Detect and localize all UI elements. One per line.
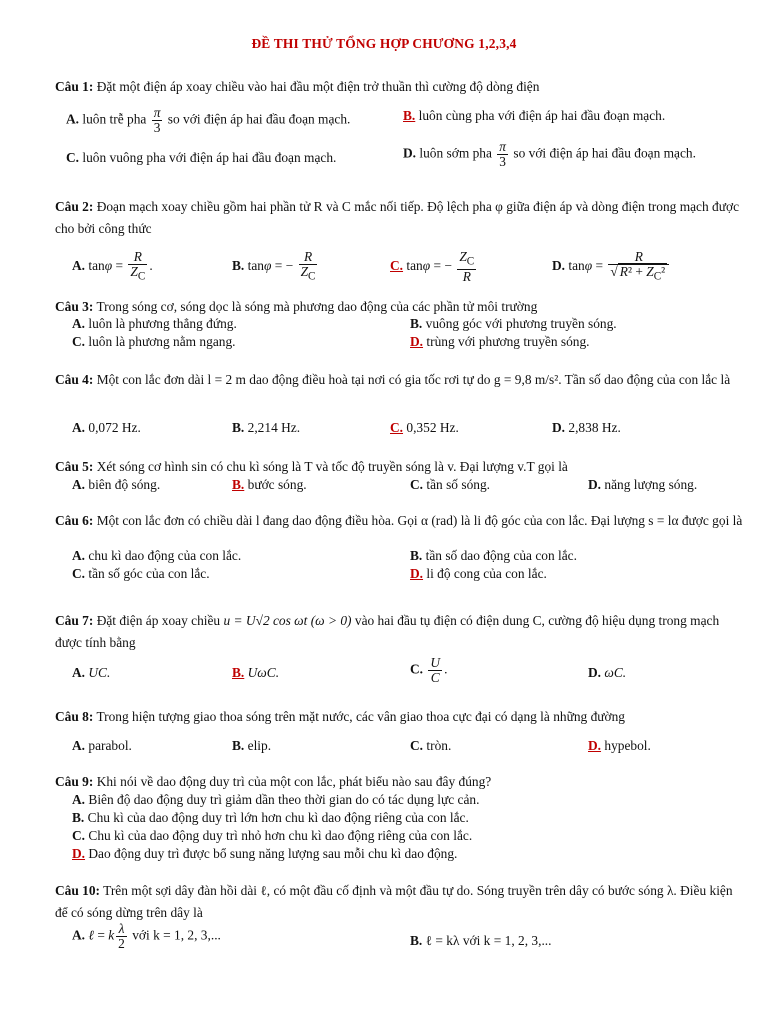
- question-6: Câu 6: Một con lắc đơn có chiều dài l đang dao động điều hòa. Gọi α (rad) là li độ góc của con lắc. Đại lượng s = lα được gọi là: [55, 513, 743, 528]
- question-10: Câu 10: Trên một sợi dây đàn hồi dài ℓ, có một đầu cố định và một đầu tự do. Sóng truyền trên dây có bước sóng λ. Điều kiện để có sóng dừng trên dây là: [55, 883, 733, 920]
- option-d-correct[interactable]: D. trùng với phương truyền sóng.: [410, 334, 590, 349]
- option-d[interactable]: D. năng lượng sóng.: [588, 477, 698, 492]
- question-4: Câu 4: Một con lắc đơn dài l = 2 m dao động điều hoà tại nơi có gia tốc rơi tự do g = 9,8 m/s². Tần số dao động của con lắc là: [55, 372, 731, 387]
- option-a[interactable]: A. biên độ sóng.: [72, 477, 161, 492]
- voltage-formula: u = U√2 cos ωt (ω > 0): [223, 613, 352, 628]
- option-b[interactable]: B. elip.: [232, 738, 272, 753]
- option-a[interactable]: A. luôn là phương thẳng đứng.: [72, 316, 237, 331]
- option-b[interactable]: B. ℓ = kλ với k = 1, 2, 3,...: [410, 933, 552, 948]
- formula-pi-over-3: $\frac{\pi}{3}$: [499, 139, 507, 169]
- option-a[interactable]: A. parabol.: [72, 738, 132, 753]
- option-d[interactable]: D. luôn sớm pha $\frac{\pi}{3}$ so với điện áp hai đầu đoạn mạch.: [403, 139, 696, 169]
- option-b[interactable]: B. tanφ = − $\frac{R}{Z_C}$: [232, 249, 316, 283]
- option-c[interactable]: C. tròn.: [410, 738, 452, 753]
- option-b[interactable]: B. tần số dao động của con lắc.: [410, 548, 577, 563]
- option-b[interactable]: B. vuông góc với phương truyền sóng.: [410, 316, 617, 331]
- option-a[interactable]: A. Biên độ dao động duy trì giảm dần theo thời gian do có tác dụng lực cản.: [72, 792, 480, 807]
- formula-pi-over-3: $\frac{\pi}{3}$: [153, 105, 161, 135]
- option-d-correct[interactable]: D. hypebol.: [588, 738, 651, 753]
- option-b-correct[interactable]: B. luôn cùng pha với điện áp hai đầu đoạn mạch.: [403, 108, 666, 123]
- option-a[interactable]: A. tanφ = $\frac{R}{Z_C}$ .: [72, 249, 153, 283]
- option-c[interactable]: C. $\frac{U}{C}$ .: [410, 655, 448, 685]
- question-1: [55, 78, 745, 96]
- option-d[interactable]: D. ωC.: [588, 665, 627, 680]
- option-c[interactable]: C. luôn vuông pha với điện áp hai đầu đoạn mạch.: [66, 150, 337, 165]
- question-label: Câu 1:: [55, 79, 94, 94]
- option-a[interactable]: A. 0,072 Hz.: [72, 420, 141, 435]
- option-d-correct[interactable]: D. li độ cong của con lắc.: [410, 566, 547, 581]
- option-c[interactable]: C. tần số sóng.: [410, 477, 490, 492]
- option-d-correct[interactable]: D. Dao động duy trì được bổ sung năng lượng sau mỗi chu kì dao động.: [72, 846, 458, 861]
- question-5: Câu 5: Xét sóng cơ hình sin có chu kì sóng là T và tốc độ truyền sóng là v. Đại lượng v.T gọi là: [55, 459, 568, 474]
- option-c[interactable]: C. Chu kì của dao động duy trì nhỏ hơn chu kì dao động riêng của con lắc.: [72, 828, 473, 843]
- option-a[interactable]: A. luôn trễ pha $\frac{\pi}{3}$ so với điện áp hai đầu đoạn mạch.: [66, 105, 351, 135]
- option-c-correct[interactable]: C. 0,352 Hz.: [390, 420, 459, 435]
- option-b[interactable]: B. 2,214 Hz.: [232, 420, 301, 435]
- option-d[interactable]: D. tanφ = $\frac{R}{√ R^2 + Z_C^2}$: [552, 250, 671, 284]
- question-2: Câu 2: Đoạn mạch xoay chiều gồm hai phần tử R và C mắc nối tiếp. Độ lệch pha φ giữa điện áp và dòng điện trong mạch được cho bởi công thức: [55, 199, 740, 236]
- option-d[interactable]: D. 2,838 Hz.: [552, 420, 621, 435]
- option-b-correct[interactable]: B. bước sóng.: [232, 477, 307, 492]
- option-b[interactable]: B. Chu kì của dao động duy trì lớn hơn chu kì dao động riêng của con lắc.: [72, 810, 469, 825]
- question-text: Đặt một điện áp xoay chiều vào hai đầu một điện trở thuần thì cường độ dòng điện: [96, 79, 540, 94]
- option-c-correct[interactable]: C. tanφ = − $\frac{Z_C}{R}$: [390, 249, 475, 284]
- question-8: Câu 8: Trong hiện tượng giao thoa sóng trên mặt nước, các vân giao thoa cực đại có dạng là những đường: [55, 709, 626, 724]
- question-3: Câu 3: Trong sóng cơ, sóng dọc là sóng mà phương dao động của các phần tử môi trường: [55, 299, 538, 314]
- option-a[interactable]: A. chu kì dao động của con lắc.: [72, 548, 242, 563]
- option-a[interactable]: A. UC.: [72, 665, 111, 680]
- page-title: ĐỀ THI THỬ TỔNG HỢP CHƯƠNG 1,2,3,4: [251, 36, 517, 51]
- option-a[interactable]: A. ℓ = k $\frac{\lambda}{2}$ với k = 1, 2, 3,...: [72, 921, 221, 951]
- option-c[interactable]: C. tần số góc của con lắc.: [72, 566, 210, 581]
- question-9: Câu 9: Khi nói về dao động duy trì của một con lắc, phát biểu nào sau đây đúng?: [55, 774, 492, 789]
- option-c[interactable]: C. luôn là phương nằm ngang.: [72, 334, 236, 349]
- option-b-correct[interactable]: B. UωC.: [232, 665, 280, 680]
- question-7: Câu 7: Đặt điện áp xoay chiều u = U√2 cos ωt (ω > 0) vào hai đầu tụ điện có điện dung C, cường độ hiệu dụng trong mạch được tính bằng: [55, 613, 720, 650]
